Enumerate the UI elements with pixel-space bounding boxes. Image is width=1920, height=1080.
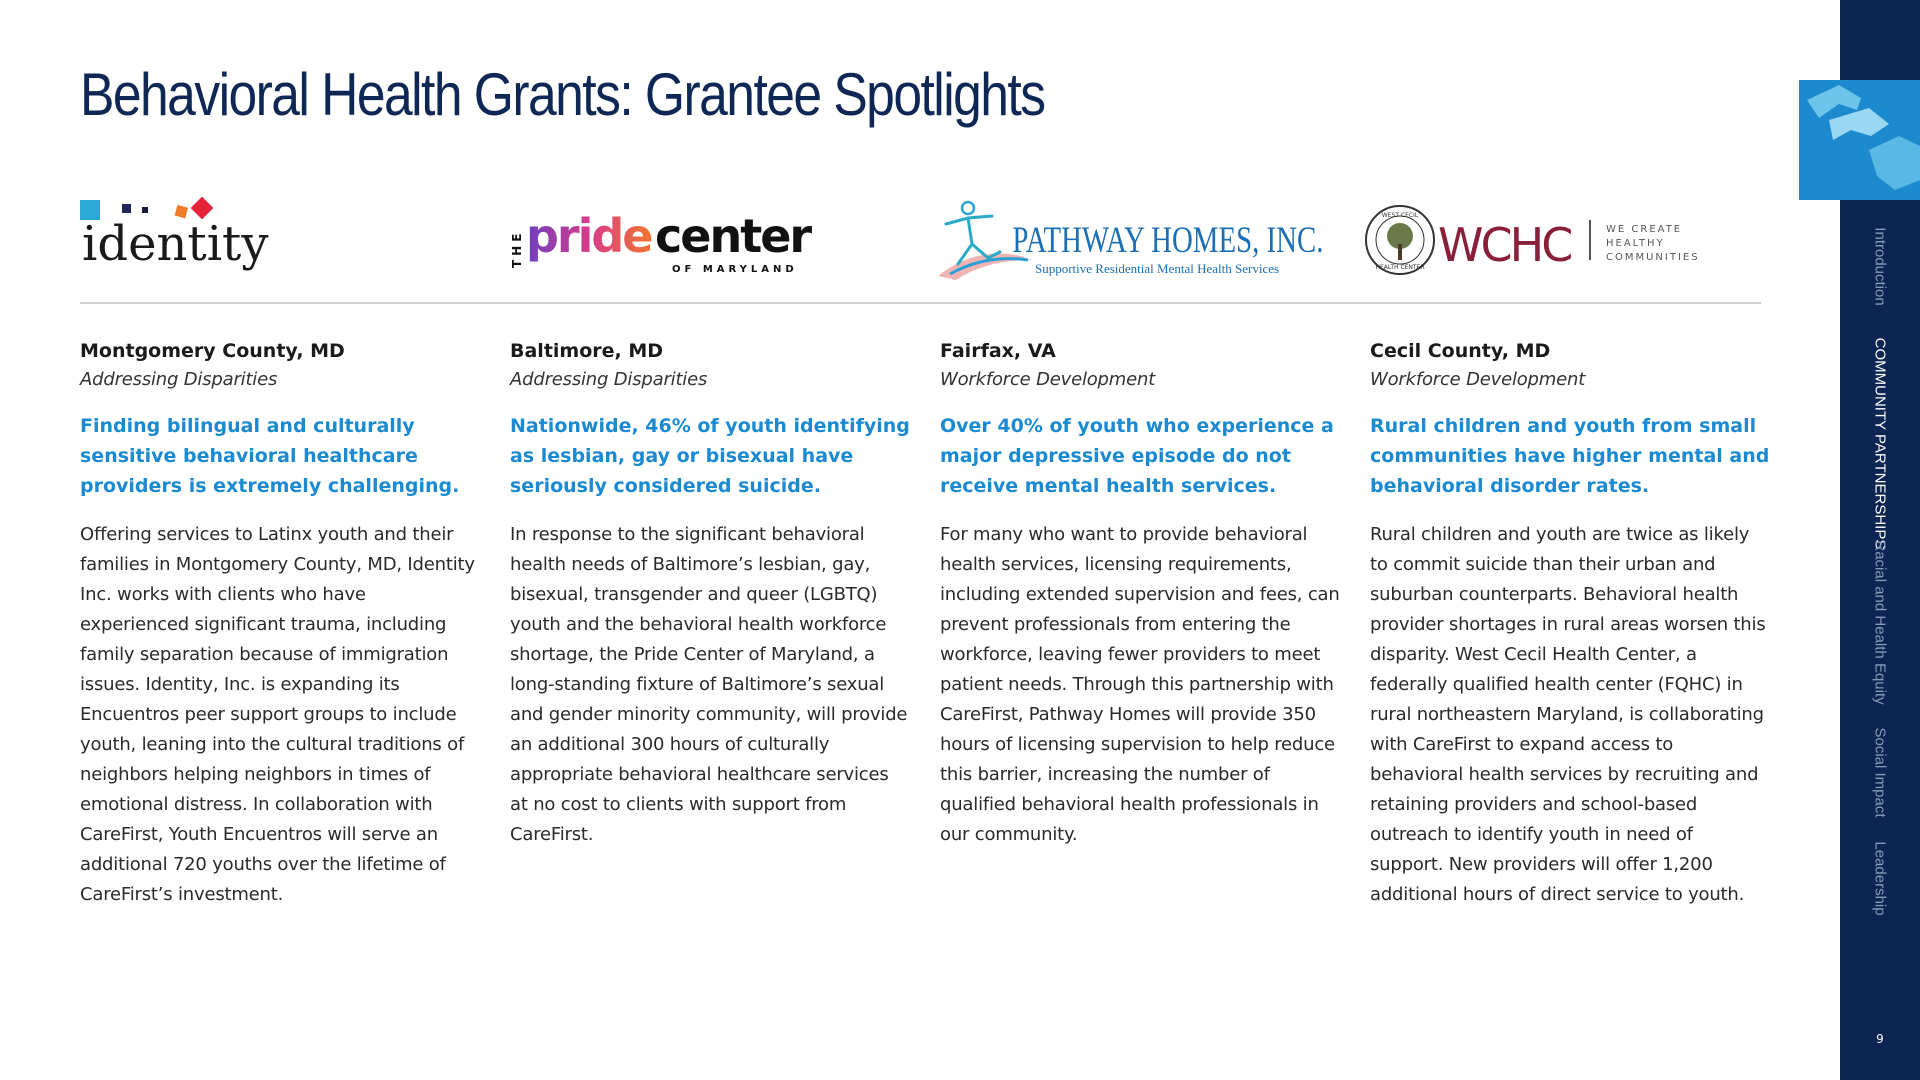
pathway-homes-logo: [936, 188, 1324, 288]
wchc-logo: [1364, 188, 1704, 288]
hands-graphic: [1799, 80, 1920, 200]
column-category: Addressing Disparities: [510, 369, 708, 390]
column-headline: Rural children and youth from small communities have higher mental and behavioral disorder rates.: [1370, 415, 1770, 497]
column-category: Workforce Development: [1370, 369, 1586, 390]
pathway-homes-logo-graphic: [936, 188, 1324, 288]
pathway-figure-body: [946, 216, 1000, 264]
pride-wordmark: pride: [526, 209, 652, 263]
identity-navy-square: [122, 204, 131, 213]
wchc-separator: [1589, 220, 1591, 260]
spotlight-column-pathway-homes: [940, 338, 1340, 850]
column-location: Montgomery County, MD: [80, 340, 345, 362]
wchc-seal-top-text: WEST CECIL: [1381, 212, 1419, 219]
column-body: In response to the significant behavioral health needs of Baltimore’s lesbian, gay, bisexual, transgender and queer (LGBTQ) youth and the behavioral health workforce shortage, the Pride Center of Maryland, a long-standing fixture of Baltimore’s sexual and gender minority community, will provide an additional 300 hours of culturally appropriate behavioral healthcare services at no cost to clients with support from CareFirst.: [510, 524, 908, 845]
spotlight-column-pride-center: [510, 338, 910, 850]
hand-shape-middle: [1829, 108, 1889, 140]
pride-center-logo: [500, 188, 820, 288]
wchc-tree-trunk: [1398, 244, 1402, 260]
column-headline: Finding bilingual and culturally sensitive behavioral healthcare providers is extremely challenging.: [80, 415, 460, 497]
column-headline: Over 40% of youth who experience a major depressive episode do not receive mental health services.: [940, 415, 1334, 497]
wchc-wordmark: WCHC: [1438, 218, 1571, 272]
column-body: For many who want to provide behavioral health services, licensing requirements, including extended supervision and fees, can prevent professionals from entering the workforce, leaving fewer providers to meet patient needs. Through this partnership with CareFirst, Pathway Homes will provide 350 hours of licensing supervision to help reduce this barrier, increasing the number of qualified behavioral health professionals in our community.: [940, 524, 1340, 845]
wchc-tagline-2: HEALTHY: [1606, 238, 1665, 249]
identity-wordmark: identity: [82, 216, 269, 272]
spotlight-column-identity: [80, 338, 480, 910]
column-body: Offering services to Latinx youth and their families in Montgomery County, MD, Identity Inc. works with clients who have experienced significant trauma, including family separation because of immigration issues. Identity, Inc. is expanding its Encuentros peer support groups to include youth, leaning into the cultural traditions of neighbors helping neighbors in times of emotional distress. In collaboration with CareFirst, Youth Encuentros will serve an additional 720 youths over the lifetime of CareFirst’s investment.: [80, 524, 475, 905]
column-category: Addressing Disparities: [80, 369, 278, 390]
column-body: Rural children and youth are twice as likely to commit suicide than their urban and suburban counterparts. Behavioral health provider shortages in rural areas worsen this disparity. West Cecil Health Center, a federally qualified health center (FQHC) in rural northeastern Maryland, is collaborating with CareFirst to expand access to behavioral health services by recruiting and retaining providers and school-based outreach to identify youth in need of support. New providers will offer 1,200 additional hours of direct service to youth.: [1370, 524, 1766, 905]
nav-introduction[interactable]: Introduction: [1871, 227, 1889, 306]
hands-icon: [1799, 80, 1920, 200]
column-location: Baltimore, MD: [510, 340, 664, 362]
pride-of-maryland: OF MARYLAND: [672, 264, 798, 275]
pride-center-logo-graphic: [500, 188, 820, 288]
pathway-tagline: Supportive Residential Mental Health Services: [1035, 261, 1280, 276]
wchc-tagline-3: COMMUNITIES: [1606, 252, 1700, 263]
nav-racial-health-equity[interactable]: Racial and Health Equity: [1871, 540, 1889, 705]
column-headline: Nationwide, 46% of youth identifying as lesbian, gay or bisexual have seriously considered suicide.: [510, 415, 910, 497]
pathway-figure-head: [962, 202, 974, 214]
pathway-wordmark: PATHWAY HOMES, INC.: [1012, 219, 1324, 261]
wchc-tagline-1: WE CREATE: [1606, 224, 1683, 235]
identity-small-square: [142, 207, 148, 213]
column-category: Workforce Development: [940, 369, 1156, 390]
nav-community-partnerships[interactable]: COMMUNITY PARTNERSHIPS: [1871, 337, 1889, 550]
page-title: Behavioral Health Grants: Grantee Spotlights: [80, 61, 1045, 128]
pride-the-label: THE: [510, 229, 524, 268]
center-wordmark: center: [655, 209, 811, 263]
identity-logo-graphic: [80, 188, 310, 288]
header-divider: [80, 302, 1761, 304]
spotlight-column-wchc: [1370, 338, 1770, 910]
column-location: Fairfax, VA: [940, 340, 1056, 362]
identity-logo: [80, 188, 310, 288]
wchc-logo-graphic: [1364, 188, 1704, 288]
nav-leadership[interactable]: Leadership: [1871, 841, 1889, 916]
column-location: Cecil County, MD: [1370, 340, 1551, 362]
page-number: 9: [1876, 1032, 1884, 1046]
nav-social-impact[interactable]: Social Impact: [1871, 727, 1889, 818]
wchc-seal-bottom-text: HEALTH CENTER: [1375, 264, 1425, 271]
hand-shape-bottom: [1869, 136, 1920, 190]
